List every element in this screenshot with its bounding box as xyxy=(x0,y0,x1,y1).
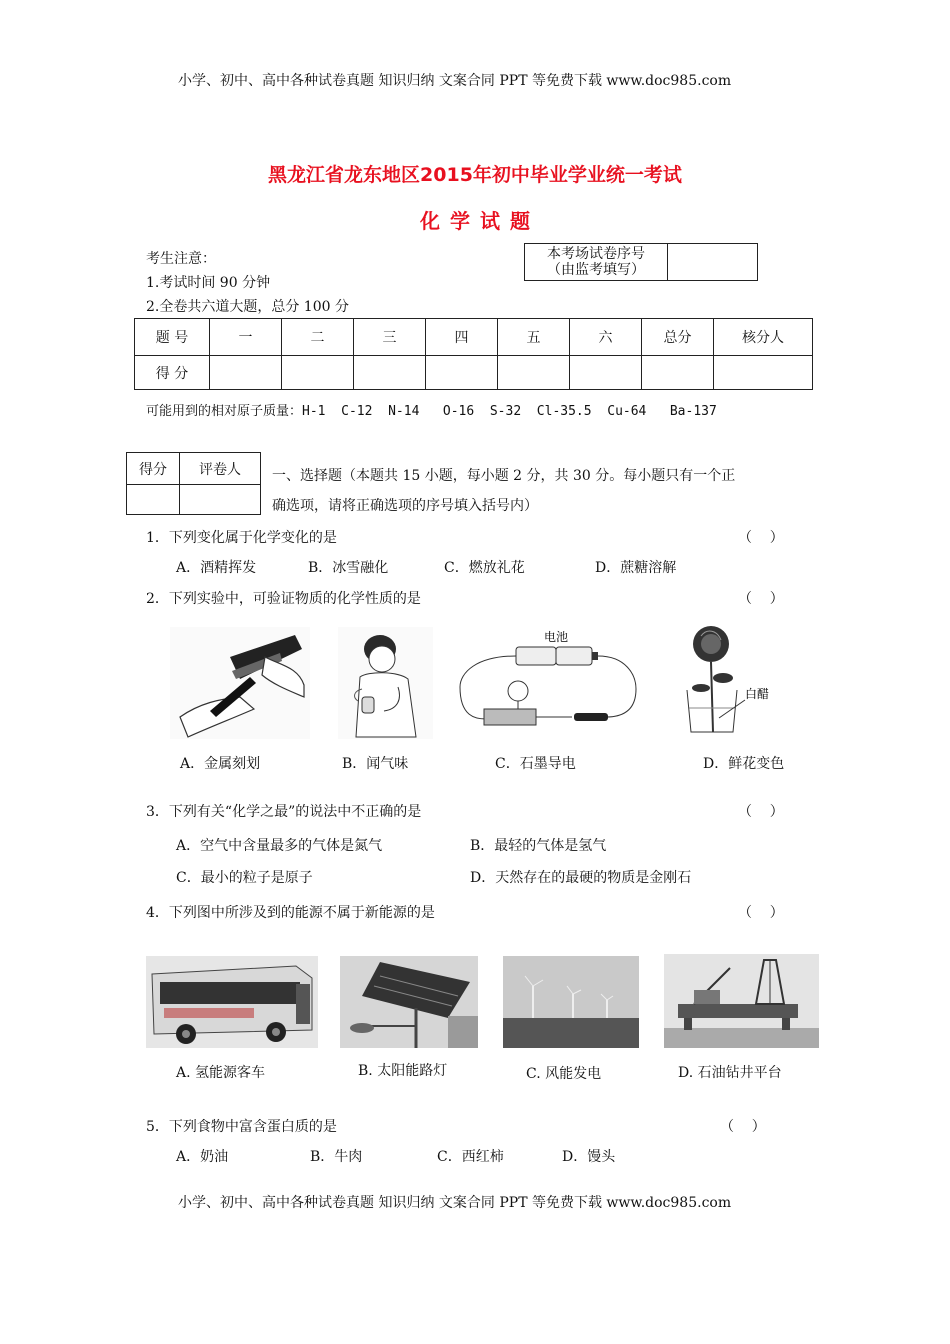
score-cell[interactable] xyxy=(426,356,498,390)
notice-item: 1.考试时间 90 分钟 xyxy=(146,275,271,291)
metal-scratch-figure xyxy=(170,627,310,739)
notice-heading: 考生注意： xyxy=(146,251,216,267)
option: A．酒精挥发 xyxy=(176,560,257,576)
grader-score-cell[interactable] xyxy=(127,485,180,515)
option: A．空气中含量最多的气体是氮气 xyxy=(176,838,383,854)
figure-caption: B．闻气味 xyxy=(342,756,409,772)
atomic-masses: 可能用到的相对原子质量：H-1 C-12 N-14 O-16 S-32 Cl-35.5 Cu-64 Ba-137 xyxy=(146,404,717,419)
figure-caption: C. 风能发电 xyxy=(526,1066,602,1082)
question-stem: 3．下列有关“化学之最”的说法中不正确的是 xyxy=(146,804,422,820)
flower-vinegar-figure xyxy=(675,622,785,742)
seat-number-box xyxy=(524,243,758,281)
oil-rig-photo xyxy=(664,954,819,1048)
score-cell[interactable] xyxy=(642,356,714,390)
solar-lamp-photo xyxy=(340,956,478,1048)
score-cell[interactable] xyxy=(570,356,642,390)
exam-title: 黑龙江省龙东地区2015年初中毕业学业统一考试 xyxy=(268,164,682,186)
answer-paren[interactable]: （ ） xyxy=(738,905,784,921)
figure-caption: C．石墨导电 xyxy=(495,756,576,772)
graphite-circuit-figure xyxy=(456,627,640,739)
score-table-header: 二 xyxy=(282,319,354,356)
notice-item: 2.全卷共六道大题，总分 100 分 xyxy=(146,299,349,315)
question-stem: 4．下列图中所涉及到的能源不属于新能源的是 xyxy=(146,905,435,921)
score-table-header: 五 xyxy=(498,319,570,356)
figure-caption: D. 石油钻井平台 xyxy=(678,1065,782,1081)
grader-box xyxy=(126,452,261,515)
score-table-header: 一 xyxy=(210,319,282,356)
question-stem: 5．下列食物中富含蛋白质的是 xyxy=(146,1119,337,1135)
score-table-header: 六 xyxy=(570,319,642,356)
header-note: 小学、初中、高中各种试卷真题 知识归纳 文案合同 PPT 等免费下载 www.doc985.com xyxy=(178,73,732,89)
score-table-header: 核分人 xyxy=(714,319,813,356)
vinegar-label: 白醋 xyxy=(745,687,770,701)
smelling-figure xyxy=(338,627,433,739)
option: B．最轻的气体是氢气 xyxy=(470,838,607,854)
score-cell[interactable] xyxy=(282,356,354,390)
figure-caption: A. 氢能源客车 xyxy=(176,1065,266,1081)
option: C．燃放礼花 xyxy=(444,560,525,576)
figure-caption: A．金属刻划 xyxy=(180,756,261,772)
figure-caption: B. 太阳能路灯 xyxy=(358,1063,448,1079)
answer-paren[interactable]: （ ） xyxy=(738,530,784,546)
seat-number-cell[interactable] xyxy=(668,244,758,281)
option: C．最小的粒子是原子 xyxy=(176,870,313,886)
score-row-label: 得 分 xyxy=(135,356,210,390)
score-table-header: 四 xyxy=(426,319,498,356)
footer-note: 小学、初中、高中各种试卷真题 知识归纳 文案合同 PPT 等免费下载 www.doc985.com xyxy=(178,1195,732,1211)
section1-instruction: 一、选择题（本题共 15 小题，每小题 2 分，共 30 分。每小题只有一个正 xyxy=(272,468,736,484)
wind-power-photo xyxy=(503,956,639,1048)
answer-paren[interactable]: （ ） xyxy=(738,591,784,607)
score-cell[interactable] xyxy=(498,356,570,390)
question-stem: 2．下列实验中，可验证物质的化学性质的是 xyxy=(146,591,421,607)
option: C．西红柿 xyxy=(437,1149,504,1165)
score-table-header: 三 xyxy=(354,319,426,356)
grader-score-label: 得分 xyxy=(127,453,180,485)
section1-instruction: 确选项，请将正确选项的序号填入括号内） xyxy=(272,498,538,514)
seat-box-label: 本考场试卷序号 xyxy=(547,246,645,262)
score-cell[interactable] xyxy=(210,356,282,390)
score-table xyxy=(134,318,813,390)
hydrogen-bus-photo xyxy=(146,956,318,1048)
answer-paren[interactable]: （ ） xyxy=(738,804,784,820)
score-cell[interactable] xyxy=(354,356,426,390)
exam-subtitle: 化学试题 xyxy=(420,209,540,233)
question-stem: 1．下列变化属于化学变化的是 xyxy=(146,530,337,546)
option: B．牛肉 xyxy=(310,1149,363,1165)
option: D．天然存在的最硬的物质是金刚石 xyxy=(470,870,692,886)
score-cell[interactable] xyxy=(714,356,813,390)
option: D．蔗糖溶解 xyxy=(595,560,677,576)
option: D．馒头 xyxy=(562,1149,616,1165)
option: B．冰雪融化 xyxy=(308,560,389,576)
battery-label: 电池 xyxy=(544,630,569,644)
score-table-header: 总分 xyxy=(642,319,714,356)
figure-caption: D．鲜花变色 xyxy=(703,756,785,772)
grader-name-cell[interactable] xyxy=(180,485,261,515)
score-table-header: 题 号 xyxy=(135,319,210,356)
seat-box-note: （由监考填写） xyxy=(547,262,645,278)
option: A．奶油 xyxy=(176,1149,229,1165)
grader-name-label: 评卷人 xyxy=(180,453,261,485)
answer-paren[interactable]: （ ） xyxy=(720,1119,766,1135)
